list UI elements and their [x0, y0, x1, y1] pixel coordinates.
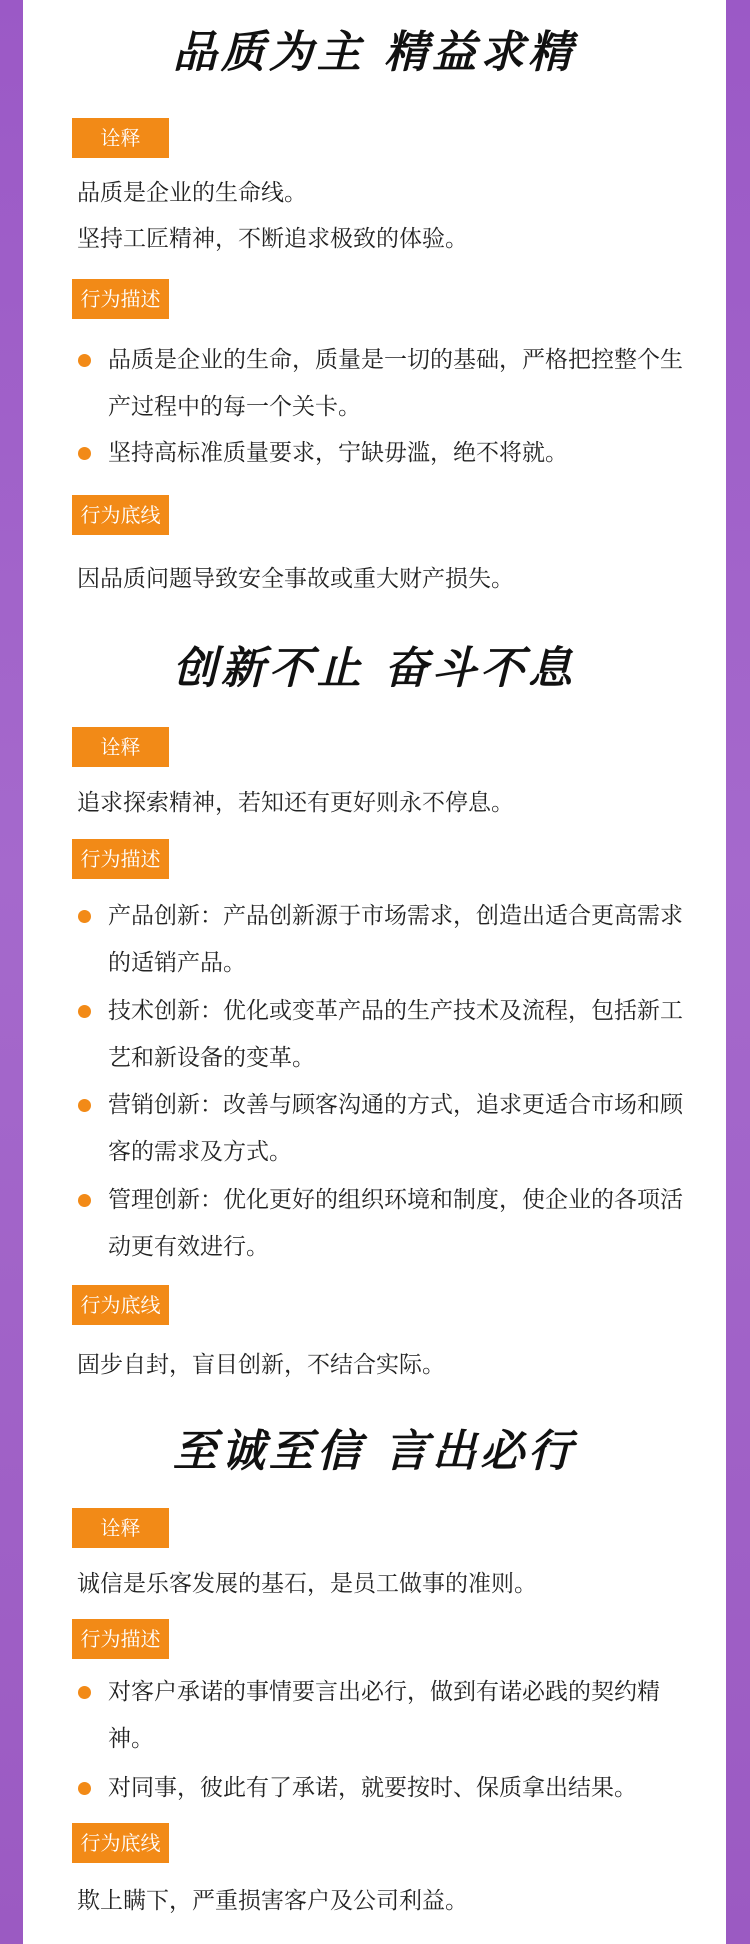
behavior-item-text: 坚持高标准质量要求，宁缺毋滥，绝不将就。: [108, 440, 568, 466]
bullet-dot-icon: [78, 1005, 91, 1018]
behavior-item-text: 对客户承诺的事情要言出必行，做到有诺必践的契约精神。: [108, 1679, 660, 1752]
behavior-item: [78, 1082, 698, 1176]
behavior-item: [78, 988, 698, 1082]
tag-bottomline: 行为底线: [72, 1823, 169, 1863]
behavior-item: [78, 337, 698, 431]
bottomline-text: 欺上瞒下，严重损害客户及公司利益。: [77, 1888, 468, 1914]
behavior-item-text: 对同事，彼此有了承诺，就要按时、保质拿出结果。: [108, 1775, 637, 1801]
behavior-item: [78, 893, 698, 987]
section-heading-innovation: 创新不止 奋斗不息: [172, 643, 577, 694]
bottomline-text: 因品质问题导致安全事故或重大财产损失。: [77, 566, 514, 592]
tag-behavior: 行为描述: [72, 1619, 169, 1659]
behavior-item: [78, 1669, 698, 1763]
content-card: [23, 0, 726, 1944]
bullet-dot-icon: [78, 354, 91, 367]
bullet-dot-icon: [78, 1099, 91, 1112]
bullet-dot-icon: [78, 1782, 91, 1795]
bullet-dot-icon: [78, 1194, 91, 1207]
tag-behavior: 行为描述: [72, 279, 169, 319]
tag-interpretation: 诠释: [72, 727, 169, 767]
behavior-item-text: 品质是企业的生命，质量是一切的基础，严格把控整个生产过程中的每一个关卡。: [108, 347, 683, 420]
interpretation-line: 追求探索精神，若知还有更好则永不停息。: [77, 790, 514, 816]
bottomline-text: 固步自封，盲目创新，不结合实际。: [77, 1352, 445, 1378]
tag-interpretation: 诠释: [72, 118, 169, 158]
behavior-item-text: 产品创新：产品创新源于市场需求，创造出适合更高需求的适销产品。: [108, 903, 683, 976]
bullet-dot-icon: [78, 1686, 91, 1699]
bullet-dot-icon: [78, 910, 91, 923]
tag-bottomline: 行为底线: [72, 495, 169, 535]
section-heading-quality: 品质为主 精益求精: [172, 27, 577, 78]
behavior-item-text: 技术创新：优化或变革产品的生产技术及流程，包括新工艺和新设备的变革。: [108, 998, 683, 1071]
tag-bottomline: 行为底线: [72, 1285, 169, 1325]
behavior-item: [78, 1177, 698, 1271]
section-heading-integrity: 至诚至信 言出必行: [172, 1426, 577, 1477]
tag-interpretation: 诠释: [72, 1508, 169, 1548]
interpretation-line: 坚持工匠精神，不断追求极致的体验。: [77, 226, 468, 252]
behavior-item: [78, 430, 698, 477]
interpretation-line: 诚信是乐客发展的基石，是员工做事的准则。: [77, 1571, 537, 1597]
behavior-item-text: 管理创新：优化更好的组织环境和制度，使企业的各项活动更有效进行。: [108, 1187, 683, 1260]
interpretation-line: 品质是企业的生命线。: [77, 180, 307, 206]
bullet-dot-icon: [78, 447, 91, 460]
behavior-item-text: 营销创新：改善与顾客沟通的方式，追求更适合市场和顾客的需求及方式。: [108, 1092, 683, 1165]
tag-behavior: 行为描述: [72, 839, 169, 879]
behavior-item: [78, 1765, 698, 1812]
